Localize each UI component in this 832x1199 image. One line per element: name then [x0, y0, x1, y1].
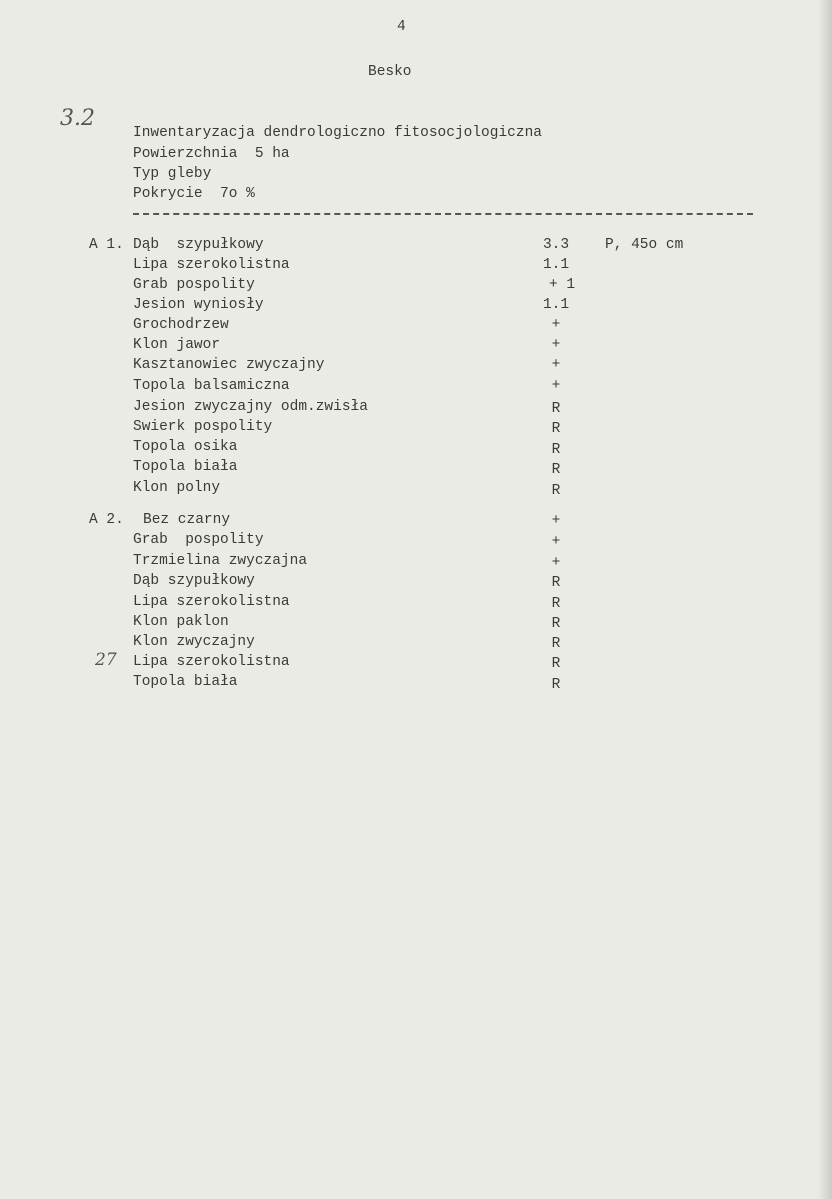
list-item-value: + — [551, 317, 561, 333]
list-item-value: 3.3 — [542, 237, 570, 253]
list-item-name: Dąb szypułkowy — [133, 237, 264, 253]
list-item-name: Klon polny — [133, 480, 221, 496]
list-item-value: 1.1 — [542, 257, 570, 273]
list-item-name: Topola biała — [133, 674, 238, 690]
section-a2-label: A 2. — [89, 512, 124, 528]
list-item-value: + — [551, 378, 561, 394]
list-item-value: R — [551, 575, 561, 591]
list-item-value: + — [551, 555, 561, 571]
list-item-name: Dąb szypułkowy — [133, 573, 255, 589]
list-item-name: Klon paklon — [133, 614, 229, 630]
list-item-value: 1.1 — [542, 297, 570, 313]
list-item-value: R — [551, 656, 561, 672]
list-item-name: Bez czarny — [143, 512, 231, 528]
list-item-note: P, 45o cm — [605, 237, 684, 253]
list-item-value: R — [551, 421, 561, 437]
list-item-name: Swierk pospolity — [133, 419, 273, 435]
list-item-value: + 1 — [548, 277, 576, 293]
list-item-value: + — [551, 534, 561, 550]
list-item-name: Grab pospolity — [133, 532, 264, 548]
list-item-name: Lipa szerokolistna — [133, 594, 290, 610]
header-soil-type: Typ gleby — [133, 166, 212, 182]
list-item-value: + — [551, 513, 561, 529]
list-item-name: Kasztanowiec zwyczajny — [133, 357, 325, 373]
list-item-value: R — [551, 483, 561, 499]
place-heading: Besko — [368, 64, 412, 80]
list-item-value: R — [551, 401, 561, 417]
list-item-name: Jesion zwyczajny odm.zwisła — [133, 399, 368, 415]
list-item-name: Topola osika — [133, 439, 238, 455]
handwritten-section-number: 3.2 — [60, 106, 95, 131]
dashed-divider — [133, 213, 753, 215]
header-title: Inwentaryzacja dendrologiczno fitosocjologiczna — [133, 125, 542, 141]
list-item-value: R — [551, 677, 561, 693]
list-item-name: Grochodrzew — [133, 317, 229, 333]
list-item-name: Trzmielina zwyczajna — [133, 553, 308, 569]
list-item-value: R — [551, 442, 561, 458]
list-item-name: Lipa szerokolistna — [133, 257, 290, 273]
list-item-value: R — [551, 596, 561, 612]
list-item-value: R — [551, 616, 561, 632]
list-item-name: Topola biała — [133, 459, 238, 475]
handwritten-margin-note: 27 — [95, 650, 117, 670]
list-item-name: Klon jawor — [133, 337, 221, 353]
section-a1-label: A 1. — [89, 237, 124, 253]
header-area: Powierzchnia 5 ha — [133, 146, 290, 162]
list-item-value: + — [551, 337, 561, 353]
list-item-name: Jesion wyniosły — [133, 297, 264, 313]
list-item-name: Grab pospolity — [133, 277, 255, 293]
list-item-value: R — [551, 636, 561, 652]
list-item-value: + — [551, 357, 561, 373]
list-item-name: Lipa szerokolistna — [133, 654, 290, 670]
list-item-value: R — [551, 462, 561, 478]
list-item-name: Topola balsamiczna — [133, 378, 290, 394]
header-coverage: Pokrycie 7o % — [133, 186, 255, 202]
page-number: 4 — [397, 19, 406, 35]
list-item-name: Klon zwyczajny — [133, 634, 255, 650]
